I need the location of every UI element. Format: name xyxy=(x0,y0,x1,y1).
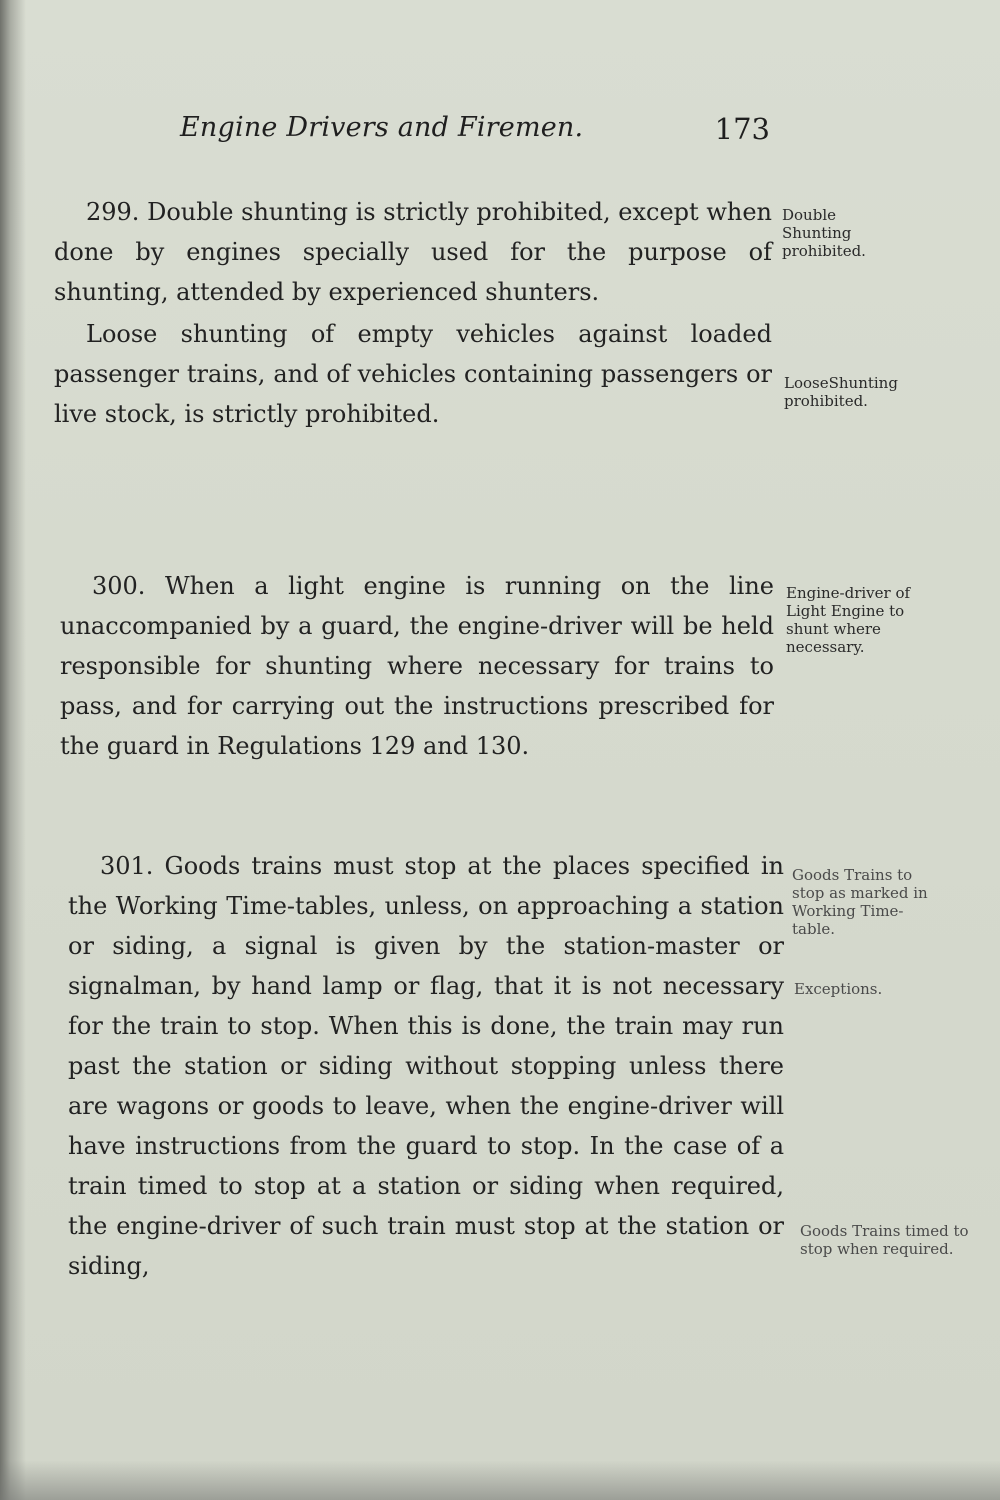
margin-note-exceptions: Exceptions. xyxy=(794,980,883,998)
paragraph-text: 301. Goods trains must stop at the places specified in the Working Time-tables, unless, on approaching a station or siding, a signal is given by the station-master or signalman, by hand lamp or flag, that it is not necessary for the train to stop. When this is done, the train may run past the station or siding without stopping unless there are wagons or goods to leave, when the engine-driver will have instructions from the guard to stop. In the case of a train timed to stop at a station or siding when required, the engine-driver of such train must stop at the station or siding, xyxy=(68,852,784,1280)
paragraph-text: Loose shunting of empty vehicles against loaded passenger trains, and of vehicles containing passengers or live stock, is strictly prohibited. xyxy=(54,320,772,428)
regulation-300 xyxy=(60,566,774,766)
page-header xyxy=(180,112,770,156)
paragraph xyxy=(60,566,774,766)
margin-note-double-shunting: Double Shunting prohibited. xyxy=(782,206,866,260)
margin-note-light-engine: Engine-driver of Light Engine to shunt where necessary. xyxy=(786,584,911,656)
margin-note-goods-trains-when-required: Goods Trains timed to stop when required. xyxy=(800,1222,969,1258)
page-number: 173 xyxy=(714,112,770,146)
regulation-299 xyxy=(54,192,772,434)
paragraph xyxy=(68,846,784,1286)
page-bottom-shadow xyxy=(0,1460,1000,1500)
running-title: Engine Drivers and Firemen. xyxy=(180,112,584,143)
margin-note-loose-shunting: LooseShunting prohibited. xyxy=(784,374,898,410)
paragraph xyxy=(54,192,772,312)
regulation-301 xyxy=(68,846,784,1286)
paragraph xyxy=(54,314,772,434)
paragraph-text: 300. When a light engine is running on the line unaccompanied by a guard, the engine-driver will be held responsible for shunting where necessary for trains to pass, and for carrying out the instructions prescribed for the guard in Regulations 129 and 130. xyxy=(60,572,774,760)
paragraph-text: 299. Double shunting is strictly prohibited, except when done by engines specially used for the purpose of shunting, attended by experienced shunters. xyxy=(54,198,772,306)
page-gutter-shadow xyxy=(0,0,26,1500)
margin-note-goods-trains-stop: Goods Trains to stop as marked in Working Time-table. xyxy=(792,866,928,938)
